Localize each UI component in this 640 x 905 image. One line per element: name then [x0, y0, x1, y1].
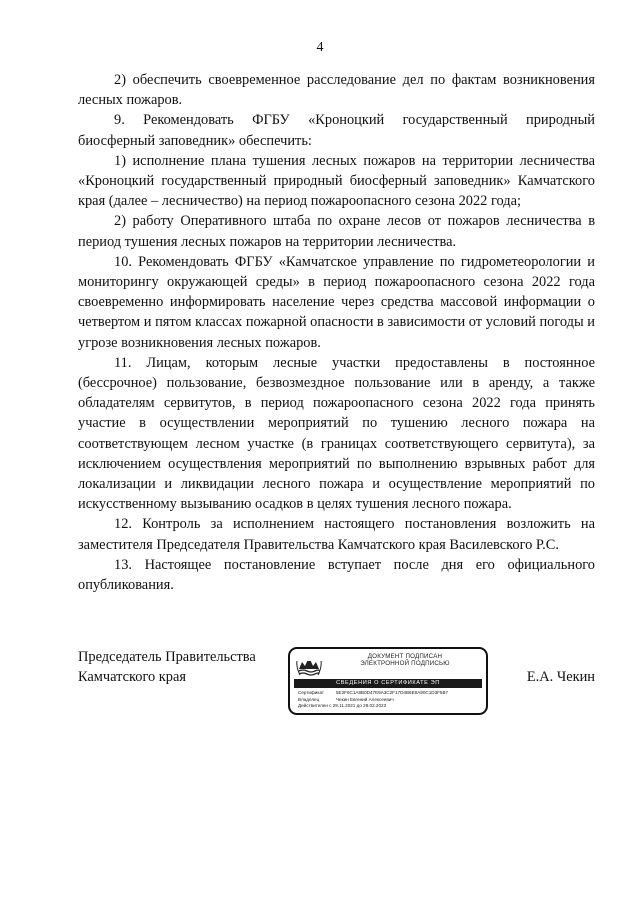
stamp-header-line: ДОКУМЕНТ ПОДПИСАН	[367, 653, 443, 660]
signer-title-line: Председатель Правительства	[78, 649, 256, 665]
paragraph: 9. Рекомендовать ФГБУ «Кроноцкий государственный природный биосферный заповедник» обеспечить:	[78, 112, 595, 149]
paragraph: 2) обеспечить своевременное расследование дел по фактам возникновения лесных пожаров.	[78, 72, 595, 109]
signer-name: Е.А. Чекин	[526, 669, 595, 685]
document-body	[78, 70, 595, 595]
stamp-header-line: ЭЛЕКТРОННОЙ ПОДПИСЬЮ	[360, 660, 450, 668]
stamp-cert-value: 5E2F6C1A8B0D47E9A3C2F17D4B6E8A90C1D3F5B7	[336, 690, 449, 695]
stamp-row-validity: Действителен с 29.11.2021 до 29.02.2023	[298, 703, 387, 709]
stamp-row-certificate	[298, 690, 480, 697]
signer-title	[78, 647, 256, 687]
paragraph: 2) работу Оперативного штаба по охране лесов от пожаров лесничества в период тушения лесных пожаров на территории лесничества.	[78, 213, 595, 250]
coat-of-arms-icon	[296, 653, 322, 679]
stamp-row-owner	[298, 697, 480, 704]
stamp-owner-value: Чекин Евгений Алексеевич	[336, 696, 394, 702]
paragraph: 10. Рекомендовать ФГБУ «Камчатское управление по гидрометеорологии и мониторингу окружающей среды» в период пожароопасного сезона 2022 года своевременно информировать население через средства массовой информации о четвертом и пятом классах пожарной опасности в зависимости от условий погоды и угрозе возникновения лесных пожаров.	[78, 253, 595, 351]
stamp-header	[330, 653, 480, 667]
paragraph: 11. Лицам, которым лесные участки предоставлены в постоянное (бессрочное) пользование, безвозмездное пользование или в аренду, а также обладателям сервитутов, в период пожароопасного сезона 2022 года принять участие в осуществлении мероприятий по тушению лесного пожара на соответствующем лесном участке (в границах соответствующего сервитута), за исключением осуществления мероприятий по выполнению взрывных работ для локализации и ликвидации лесного пожара и осуществление мероприятий по искусственному вызыванию осадков в целях тушения лесного пожара.	[78, 354, 595, 513]
electronic-signature-stamp	[288, 647, 488, 715]
paragraph: 1) исполнение плана тушения лесных пожаров на территории лесничества «Кроноцкий государственный природный биосферный заповедник» Камчатского края (далее – лесничество) на период пожароопасного сезона 2022 года;	[78, 152, 595, 210]
paragraph: 13. Настоящее постановление вступает после дня его официального опубликования.	[78, 556, 595, 594]
stamp-cert-label: Сертификат	[298, 690, 325, 695]
stamp-details	[298, 690, 480, 710]
signature-block	[78, 647, 595, 727]
paragraph: 12. Контроль за исполнением настоящего постановления возложить на заместителя Председателя Правительства Камчатского края Василевского Р.С.	[78, 516, 595, 553]
stamp-owner-label: Владелец	[298, 696, 320, 702]
page-number: 4	[316, 40, 324, 55]
signer-title-line: Камчатского края	[78, 669, 186, 686]
stamp-certificate-band: СВЕДЕНИЯ О СЕРТИФИКАТЕ ЭП	[294, 679, 482, 688]
